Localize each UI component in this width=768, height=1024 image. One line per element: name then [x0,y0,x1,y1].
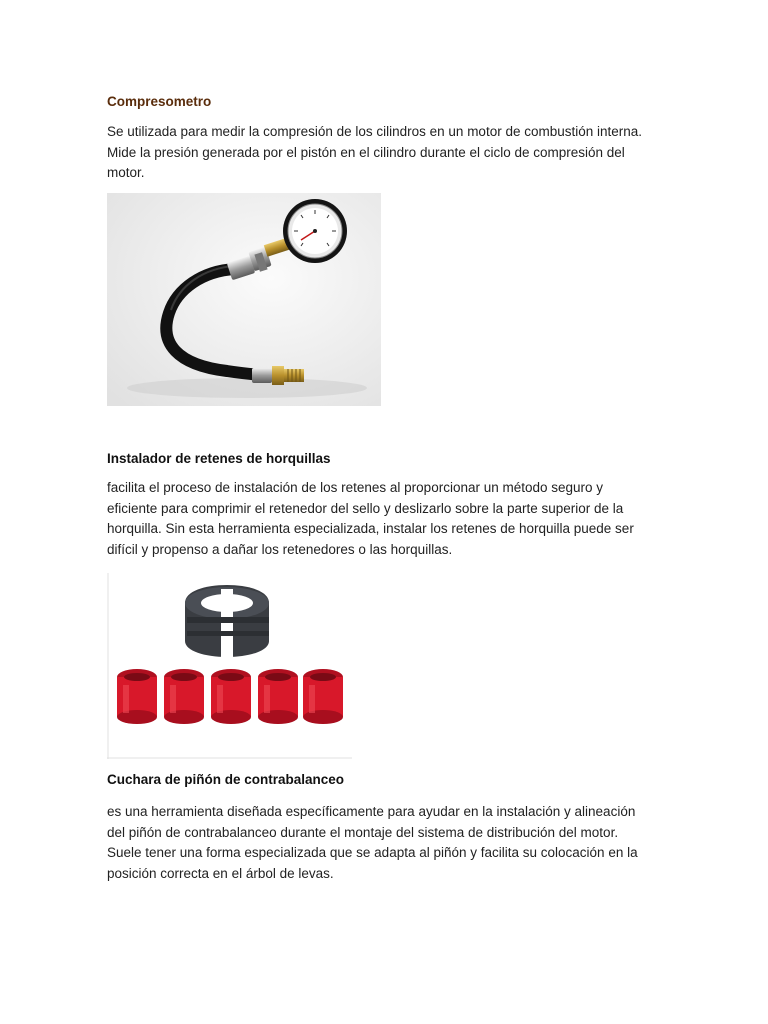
section-body-compresometro: Se utilizada para medir la compresión de los cilindros en un motor de combustión interna. Mide la presión generada por el pistón en el cilindro durante el ciclo de compresión del motor. [107,124,643,180]
section-body-cuchara: es una herramienta diseñada específicamente para ayudar en la instalación y alineación del piñón de contrabalanceo durante el montaje del sistema de distribución del motor. Suele tener una forma especializada que se adapta al piñón y facilita su colocación en la posición correcta en el árbol de levas. [107,804,638,881]
section-title-instalador: Instalador de retenes de horquillas [107,451,331,466]
red-seals [117,669,343,724]
section-body-instalador: facilita el proceso de instalación de los retenes al proporcionar un método seguro y eficiente para comprimir el retenedor del sello y deslizarlo sobre la parte superior de la horquilla. Sin esta herramienta especializada, instalar los retenes de horquilla puede ser difícil y propenso a dañar los retenedores o las horquillas. [107,480,634,557]
compression-gauge-image [107,193,381,406]
section-title-cuchara: Cuchara de piñón de contrabalanceo [107,772,345,787]
section-title-compresometro: Compresometro [107,94,212,109]
fork-seal-installer-image [107,573,352,759]
